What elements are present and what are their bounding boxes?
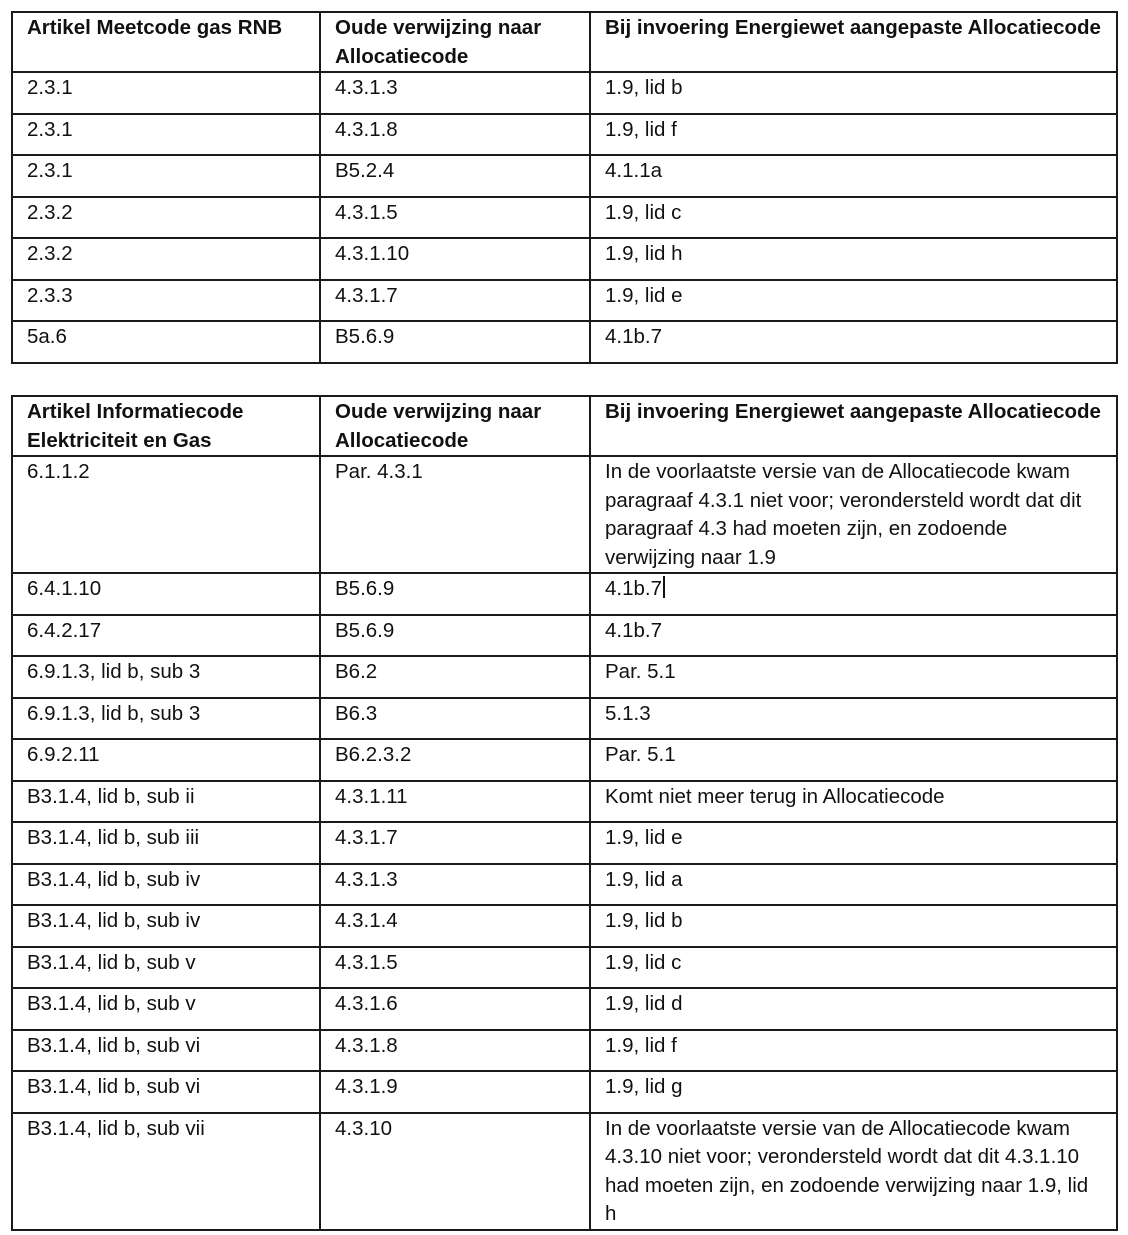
cell-artikel[interactable]: B3.1.4, lid b, sub iv — [12, 905, 320, 947]
cell-artikel[interactable]: B3.1.4, lid b, sub iii — [12, 822, 320, 864]
cell-artikel[interactable]: B3.1.4, lid b, sub vii — [12, 1113, 320, 1230]
cell-oude-verwijzing[interactable]: 4.3.10 — [320, 1113, 590, 1230]
cell-artikel[interactable]: 6.4.2.17 — [12, 615, 320, 657]
cell-oude-verwijzing[interactable]: B6.3 — [320, 698, 590, 740]
table-row — [12, 739, 1117, 781]
cell-aangepaste[interactable]: 1.9, lid a — [590, 864, 1117, 906]
cell-oude-verwijzing[interactable]: B5.6.9 — [320, 573, 590, 615]
table-row — [12, 947, 1117, 989]
cell-aangepaste[interactable]: 1.9, lid f — [590, 114, 1117, 156]
cell-aangepaste-with-caret[interactable] — [590, 573, 1117, 615]
cell-oude-verwijzing[interactable]: 4.3.1.8 — [320, 1030, 590, 1072]
table-row — [12, 864, 1117, 906]
cell-oude-verwijzing[interactable]: 4.3.1.10 — [320, 238, 590, 280]
table-header-row — [12, 396, 1117, 456]
table-row — [12, 905, 1117, 947]
table-row — [12, 114, 1117, 156]
cell-artikel[interactable]: 2.3.2 — [12, 238, 320, 280]
cell-oude-verwijzing[interactable]: 4.3.1.3 — [320, 72, 590, 114]
cell-oude-verwijzing[interactable]: Par. 4.3.1 — [320, 456, 590, 573]
cell-artikel[interactable]: B3.1.4, lid b, sub ii — [12, 781, 320, 823]
cell-artikel[interactable]: 2.3.1 — [12, 114, 320, 156]
cell-oude-verwijzing[interactable]: 4.3.1.8 — [320, 114, 590, 156]
table-row — [12, 988, 1117, 1030]
table-row — [12, 238, 1117, 280]
cell-aangepaste-text: 4.1b.7 — [605, 577, 662, 600]
cell-artikel[interactable]: 6.9.2.11 — [12, 739, 320, 781]
cell-oude-verwijzing[interactable]: B5.6.9 — [320, 321, 590, 363]
cell-aangepaste[interactable]: 1.9, lid f — [590, 1030, 1117, 1072]
cell-oude-verwijzing[interactable]: 4.3.1.5 — [320, 197, 590, 239]
table-row — [12, 1113, 1117, 1230]
cell-oude-verwijzing[interactable]: 4.3.1.6 — [320, 988, 590, 1030]
cell-aangepaste[interactable]: 1.9, lid d — [590, 988, 1117, 1030]
cell-artikel[interactable]: 2.3.2 — [12, 197, 320, 239]
table-row — [12, 1071, 1117, 1113]
cell-artikel[interactable]: 2.3.3 — [12, 280, 320, 322]
cell-oude-verwijzing[interactable]: 4.3.1.5 — [320, 947, 590, 989]
table-row — [12, 72, 1117, 114]
cell-aangepaste[interactable]: 1.9, lid g — [590, 1071, 1117, 1113]
cell-artikel[interactable]: 2.3.1 — [12, 72, 320, 114]
table-row — [12, 280, 1117, 322]
cell-aangepaste[interactable]: 1.9, lid c — [590, 947, 1117, 989]
table-row — [12, 573, 1117, 615]
cell-aangepaste[interactable]: 4.1b.7 — [590, 321, 1117, 363]
header-artikel: Artikel Informatiecode Elektriciteit en Gas — [12, 396, 320, 456]
table-row — [12, 781, 1117, 823]
cell-artikel[interactable]: 6.1.1.2 — [12, 456, 320, 573]
cell-artikel[interactable]: 2.3.1 — [12, 155, 320, 197]
cell-oude-verwijzing[interactable]: 4.3.1.4 — [320, 905, 590, 947]
cell-oude-verwijzing[interactable]: 4.3.1.9 — [320, 1071, 590, 1113]
cell-aangepaste[interactable]: 1.9, lid e — [590, 280, 1117, 322]
table-row — [12, 656, 1117, 698]
cell-oude-verwijzing[interactable]: 4.3.1.11 — [320, 781, 590, 823]
cell-aangepaste[interactable]: 4.1b.7 — [590, 615, 1117, 657]
cell-aangepaste[interactable]: 1.9, lid c — [590, 197, 1117, 239]
cell-oude-verwijzing[interactable]: 4.3.1.7 — [320, 822, 590, 864]
table-row — [12, 197, 1117, 239]
cell-aangepaste[interactable]: 5.1.3 — [590, 698, 1117, 740]
cell-oude-verwijzing[interactable]: B6.2 — [320, 656, 590, 698]
cell-artikel[interactable]: B3.1.4, lid b, sub vi — [12, 1030, 320, 1072]
cell-aangepaste[interactable]: In de voorlaatste versie van de Allocatiecode kwam 4.3.10 niet voor; verondersteld wordt dat dit 4.3.1.10 had moeten zijn, en zodoende verwijzing naar 1.9, lid h — [590, 1113, 1117, 1230]
cell-oude-verwijzing[interactable]: B6.2.3.2 — [320, 739, 590, 781]
cell-aangepaste[interactable]: In de voorlaatste versie van de Allocatiecode kwam paragraaf 4.3.1 niet voor; verondersteld wordt dat dit paragraaf 4.3 had moeten zijn, en zodoende verwijzing naar 1.9 — [590, 456, 1117, 573]
cell-artikel[interactable]: 6.4.1.10 — [12, 573, 320, 615]
informatiecode-table — [11, 395, 1118, 1231]
header-artikel: Artikel Meetcode gas RNB — [12, 12, 320, 72]
cell-artikel[interactable]: 6.9.1.3, lid b, sub 3 — [12, 698, 320, 740]
header-oude-verwijzing: Oude verwijzing naar Allocatiecode — [320, 396, 590, 456]
cell-aangepaste[interactable]: 1.9, lid b — [590, 72, 1117, 114]
cell-aangepaste[interactable]: Par. 5.1 — [590, 656, 1117, 698]
cell-aangepaste[interactable]: 1.9, lid b — [590, 905, 1117, 947]
cell-oude-verwijzing[interactable]: B5.2.4 — [320, 155, 590, 197]
table-row — [12, 822, 1117, 864]
cell-aangepaste[interactable]: 1.9, lid e — [590, 822, 1117, 864]
cell-artikel[interactable]: B3.1.4, lid b, sub vi — [12, 1071, 320, 1113]
cell-aangepaste[interactable]: Komt niet meer terug in Allocatiecode — [590, 781, 1117, 823]
cell-aangepaste[interactable]: 1.9, lid h — [590, 238, 1117, 280]
header-aangepaste-allocatiecode: Bij invoering Energiewet aangepaste Allocatiecode — [590, 396, 1117, 456]
cell-oude-verwijzing[interactable]: 4.3.1.3 — [320, 864, 590, 906]
text-cursor — [663, 576, 665, 598]
cell-artikel[interactable]: 5a.6 — [12, 321, 320, 363]
table-header-row — [12, 12, 1117, 72]
header-oude-verwijzing: Oude verwijzing naar Allocatiecode — [320, 12, 590, 72]
table-row — [12, 155, 1117, 197]
meetcode-gas-table — [11, 11, 1118, 364]
cell-oude-verwijzing[interactable]: 4.3.1.7 — [320, 280, 590, 322]
cell-oude-verwijzing[interactable]: B5.6.9 — [320, 615, 590, 657]
table-row — [12, 615, 1117, 657]
cell-aangepaste[interactable]: Par. 5.1 — [590, 739, 1117, 781]
table-row — [12, 1030, 1117, 1072]
table-row — [12, 321, 1117, 363]
cell-artikel[interactable]: B3.1.4, lid b, sub v — [12, 988, 320, 1030]
cell-artikel[interactable]: 6.9.1.3, lid b, sub 3 — [12, 656, 320, 698]
table-row — [12, 698, 1117, 740]
cell-artikel[interactable]: B3.1.4, lid b, sub iv — [12, 864, 320, 906]
header-aangepaste-allocatiecode: Bij invoering Energiewet aangepaste Allocatiecode — [590, 12, 1117, 72]
cell-aangepaste[interactable]: 4.1.1a — [590, 155, 1117, 197]
table-row — [12, 456, 1117, 573]
cell-artikel[interactable]: B3.1.4, lid b, sub v — [12, 947, 320, 989]
